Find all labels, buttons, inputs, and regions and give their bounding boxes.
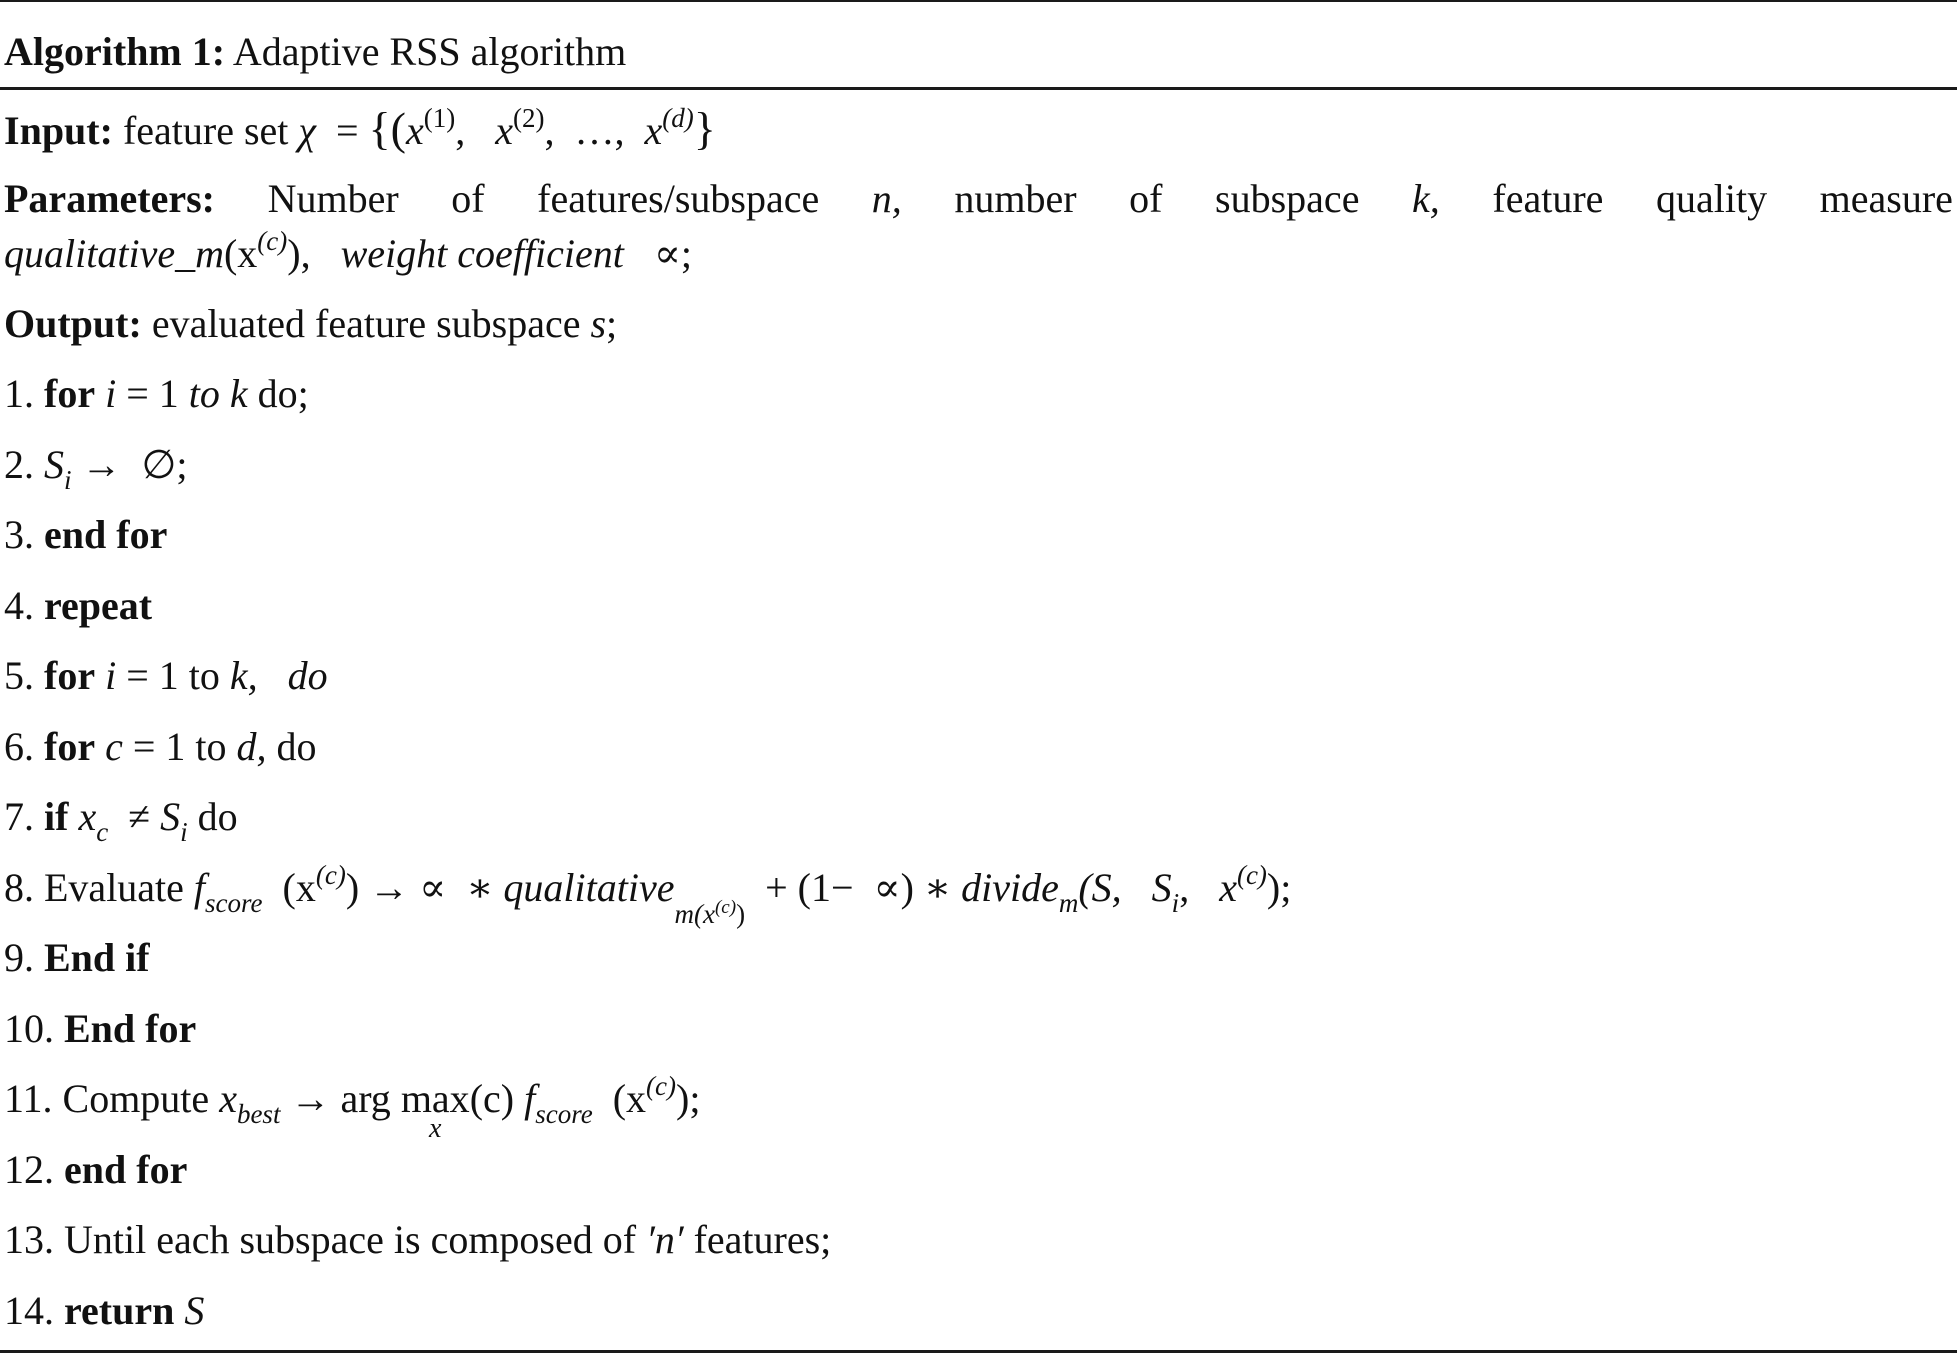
step-11: 11. Compute $x_{best}$ → arg max x (c) $f_{score}$ $(x^{(c)})$; [4, 1071, 701, 1144]
step-5: 5. for i = 1 to k, do [4, 653, 328, 698]
parameters-label: Parameters: [4, 176, 215, 221]
step-14: 14. return S [4, 1288, 205, 1333]
step-13: 13. Until each subspace is composed of ′n′ features; [4, 1217, 832, 1262]
step-2: 2. $S_i$ → ∅; [4, 442, 188, 495]
input-label: Input: [4, 108, 113, 153]
step-8: 8. Evaluate $f_{score}$ $(x^{(c)})$ → ∝ ∗ qualitative$_{m(x^{(c)})}$ + (1− ∝) ∗ divide$_m$(S, $S_i$, $x^{(c)}$); [4, 860, 1292, 929]
step-9: 9. End if [4, 935, 150, 980]
step-3: 3. end for [4, 512, 168, 557]
parameters-continuation: $qualitative\_m(x^{(c)})$, weight coefficient ∝; [4, 226, 693, 276]
header-rule [0, 87, 1957, 90]
input-line: Input: feature set $\chi = \{(x^{(1)}$, $x^{(2)}$, …, $x^{(d)}$} [4, 103, 716, 154]
output-label: Output: [4, 301, 142, 346]
step-6: 6. for c = 1 to d, do [4, 724, 317, 769]
algorithm-header [4, 22, 1953, 82]
step-7: 7. if $x_c \ne S_i$ do [4, 794, 238, 847]
parameters-line: Parameters: Number of features/subspace n, number of subspace k, feature quality measure [4, 169, 1953, 229]
output-line: Output: evaluated feature subspace s; [4, 301, 618, 346]
algorithm-title: Adaptive RSS algorithm [232, 29, 627, 74]
step-4: 4. repeat [4, 583, 153, 628]
step-12: 12. end for [4, 1147, 188, 1192]
algorithm-label: Algorithm 1: [4, 29, 226, 74]
argmax-operator: max x [400, 1076, 470, 1144]
step-1: 1. for i = 1 to k do; [4, 371, 309, 416]
top-rule [0, 0, 1957, 2]
bottom-rule [0, 1350, 1957, 1353]
step-10: 10. End for [4, 1006, 197, 1051]
